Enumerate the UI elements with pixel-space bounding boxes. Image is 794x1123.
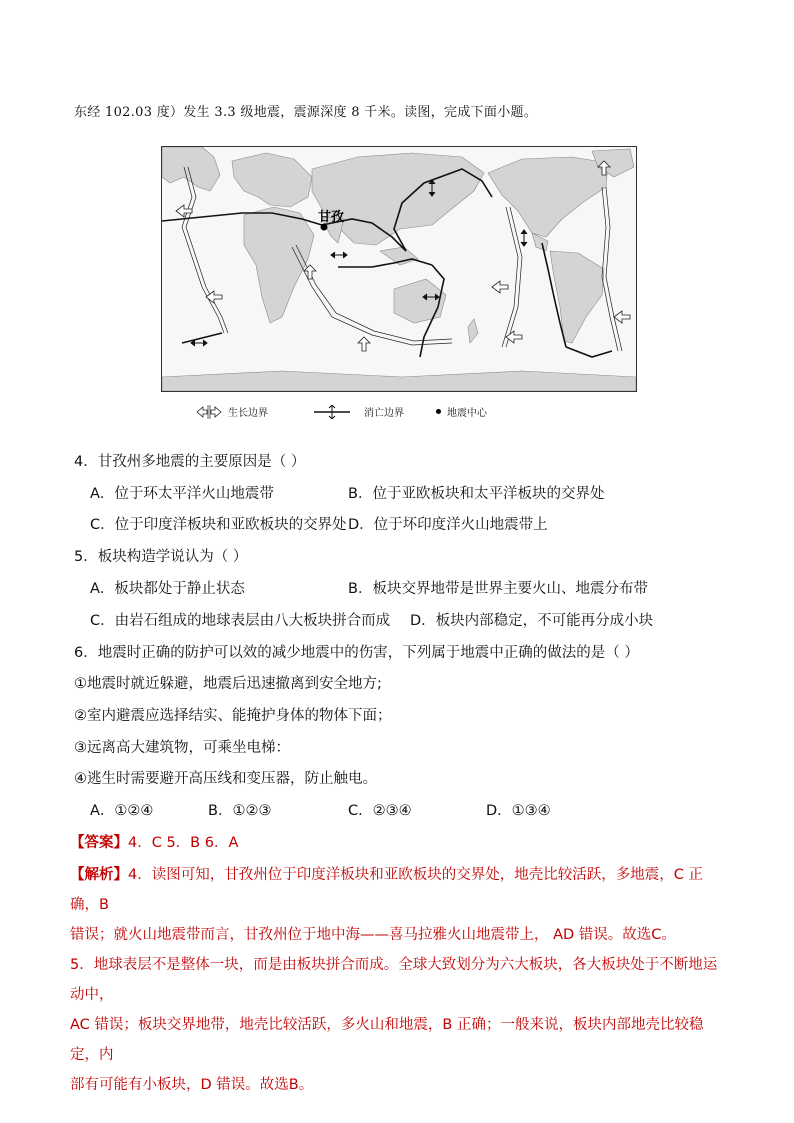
analysis-block	[70, 860, 720, 1100]
legend-subduction-label: 消亡边界	[364, 408, 404, 419]
south-america-south	[566, 347, 612, 357]
q4-option-c: C．位于印度洋板块和亚欧板块的交界处	[90, 517, 347, 533]
east-pacific-rise-a	[502, 207, 518, 347]
antarctica	[162, 371, 636, 391]
legend-subduction	[314, 404, 404, 419]
legend-growth-label: 生长边界	[228, 408, 268, 419]
q4-option-d: D．位于坏印度洋火山地震带上	[348, 517, 548, 533]
q4-option-a: A．位于环太平洋火山地震带	[90, 486, 274, 502]
subduction-arrow	[191, 340, 207, 346]
growth-boundary-icon	[196, 405, 222, 419]
atlantic-ridge-east-a	[602, 187, 618, 351]
answer-tag: 【答案】	[70, 835, 128, 851]
q5-stem: 5．板块构造学说认为（ ）	[74, 549, 248, 565]
epicenter-icon	[436, 409, 441, 414]
growth-arrow	[492, 281, 508, 293]
map-legend	[196, 400, 516, 420]
q6-statement-4: ④逃生时需要避开高压线和变压器，防止触电。	[74, 771, 377, 787]
answer-text: 4．C 5．B 6．A	[128, 835, 239, 851]
analysis-tag: 【解析】	[70, 867, 128, 883]
plate-boundary-map	[161, 146, 637, 392]
scotia-boundary	[182, 333, 222, 343]
continents	[162, 147, 636, 391]
q6-option-d: D．①③④	[486, 803, 551, 819]
answer-row	[70, 833, 238, 853]
analysis-line-1	[70, 860, 720, 920]
australia	[394, 279, 446, 323]
world-map-svg	[162, 147, 636, 391]
subduction-boundary-icon	[314, 405, 350, 419]
q5-option-a: A．板块都处于静止状态	[90, 581, 245, 597]
q6-option-a: A．①②④	[90, 803, 154, 819]
q6-option-b: B．①②③	[208, 803, 272, 819]
africa	[244, 207, 314, 323]
analysis-p1-line2: 错误；就火山地震带而言，甘孜州位于地中海——喜马拉雅火山地震带上， AD 错误。故选C。	[70, 927, 676, 943]
growth-arrow	[614, 311, 630, 323]
indonesian-boundary	[338, 259, 432, 267]
ganzi-label: 甘孜	[318, 210, 345, 225]
intro-text: 东经 102.03 度）发生 3.3 级地震，震源深度 8 千米。读图，完成下面小题。	[74, 105, 538, 120]
growth-arrow	[206, 291, 222, 303]
europe	[232, 153, 312, 207]
legend-growth	[196, 404, 268, 419]
north-america	[488, 157, 608, 237]
north-america-west	[162, 147, 220, 191]
subduction-arrow	[331, 252, 347, 258]
growth-arrow	[304, 265, 316, 279]
mid-atlantic-ridge-b	[186, 167, 228, 333]
q4-stem: 4．甘孜州多地震的主要原因是（ ）	[74, 454, 306, 470]
analysis-p2-line1: 5．地球表层不是整体一块，而是由板块拼合而成。全球大致划分为六大板块，各大板块处于不断地运动中，	[70, 957, 718, 1003]
q4-option-b: B．位于亚欧板块和太平洋板块的交界处	[348, 486, 605, 502]
analysis-p2-line3: 部有可能有小板块，D 错误。故选B。	[70, 1077, 314, 1093]
mid-atlantic-ridge-a	[182, 167, 224, 333]
q6-statement-1: ①地震时就近躲避，地震后迅速撤离到安全地方;	[74, 676, 382, 692]
growth-arrow	[506, 331, 522, 343]
legend-epicenter-label: 地震中心	[447, 408, 487, 419]
q6-statement-3: ③远离高大建筑物，可乘坐电梯：	[74, 740, 290, 756]
new-zealand	[468, 319, 478, 343]
q5-option-c: C．由岩石组成的地球表层由八大板块拼合而成	[90, 613, 391, 629]
q6-option-c: C．②③④	[348, 803, 412, 819]
subduction-arrow	[521, 230, 527, 246]
legend-epicenter	[436, 404, 487, 419]
south-america	[550, 251, 604, 343]
atlantic-ridge-east-b	[606, 187, 622, 351]
q6-stem: 6．地震时正确的防护可以效的减少地震中的伤害，下列属于地震中正确的做法的是（ ）	[74, 645, 639, 661]
q6-statement-2: ②室内避震应选择结实、能掩护身体的物体下面；	[74, 708, 392, 724]
growth-arrow	[358, 337, 370, 351]
analysis-p1-line1: 4．读图可知，甘孜州位于印度洋板块和亚欧板块的交界处，地壳比较活跃，多地震，C 正确，B	[70, 867, 703, 913]
analysis-p2-line2: AC 错误；板块交界地带，地壳比较活跃，多火山和地震，B 正确；一般来说，板块内部地壳比较稳定，内	[70, 1017, 704, 1063]
q5-option-b: B．板块交界地带是世界主要火山、地震分布带	[348, 581, 648, 597]
q5-option-d: D．板块内部稳定，不可能再分成小块	[410, 613, 654, 629]
